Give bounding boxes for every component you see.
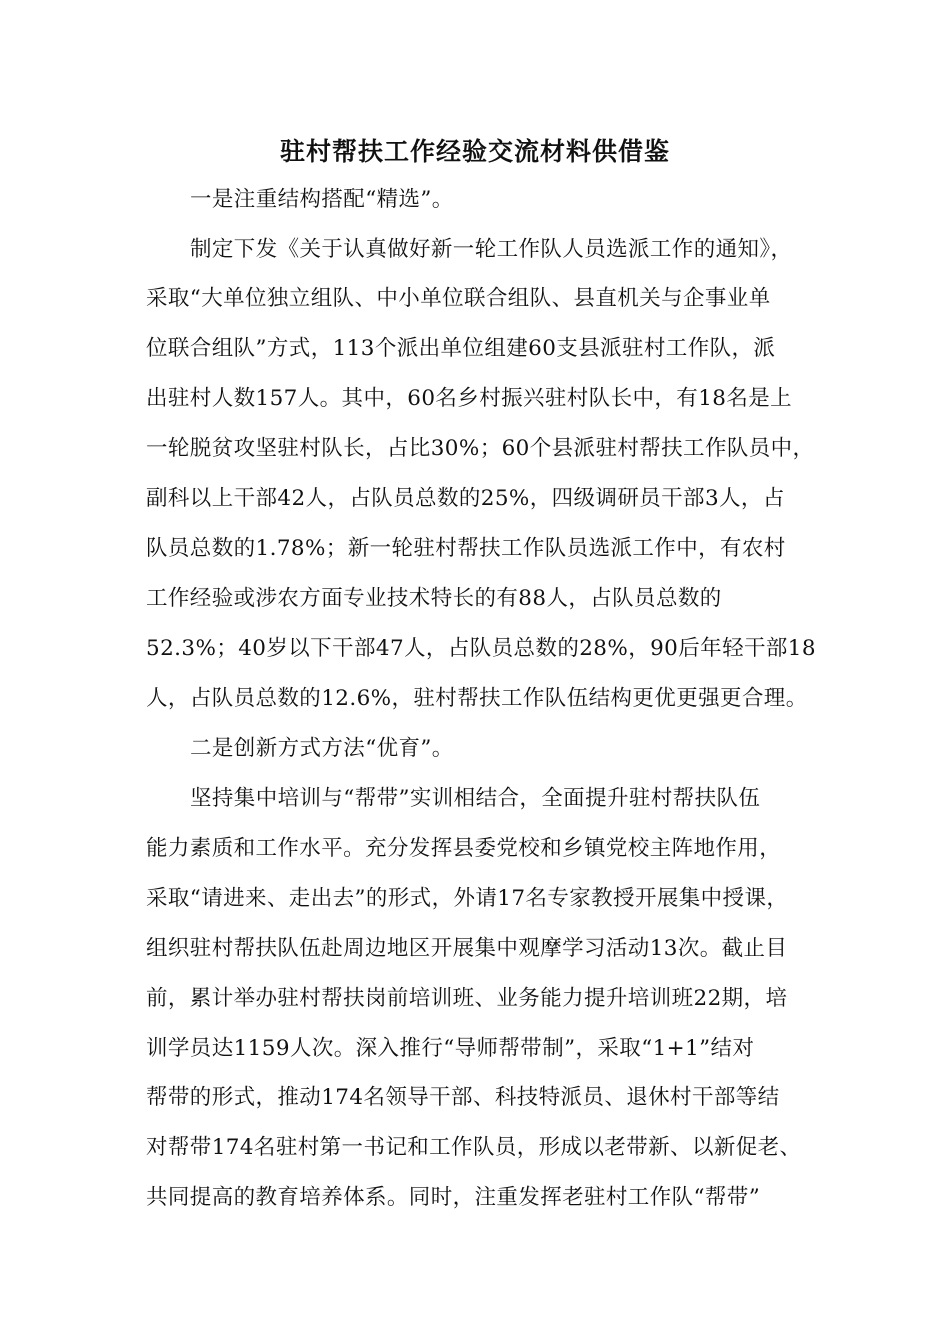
paragraph-line: 52.3%；40岁以下干部47人，占队员总数的28%，90后年轻干部18 <box>146 636 816 661</box>
paragraph-line: 前，累计举办驻村帮扶岗前培训班、业务能力提升培训班22期，培 <box>146 986 788 1011</box>
section-heading-1: 一是注重结构搭配“精选”。 <box>190 187 454 212</box>
paragraph-line: 组织驻村帮扶队伍赴周边地区开展集中观摩学习活动13次。截止目 <box>146 936 788 961</box>
paragraph-line: 人，占队员总数的12.6%，驻村帮扶工作队伍结构更优更强更合理。 <box>146 686 808 711</box>
paragraph-line: 队员总数的1.78%；新一轮驻村帮扶工作队员选派工作中，有农村 <box>146 536 786 561</box>
paragraph-line: 共同提高的教育培养体系。同时，注重发挥老驻村工作队“帮带” <box>146 1185 761 1210</box>
paragraph-line: 采取“请进来、走出去”的形式，外请17名专家教授开展集中授课， <box>146 886 789 911</box>
document-title: 驻村帮扶工作经验交流材料供借鉴 <box>279 137 670 166</box>
section-heading-2: 二是创新方式方法“优育”。 <box>190 736 454 761</box>
paragraph-line: 一轮脱贫攻坚驻村队长，占比30%；60个县派驻村帮扶工作队员中， <box>146 436 815 461</box>
paragraph-line: 采取“大单位独立组队、中小单位联合组队、县直机关与企事业单 <box>146 286 771 311</box>
paragraph-line: 副科以上干部42人，占队员总数的25%，四级调研员干部3人，占 <box>146 486 785 511</box>
paragraph-line: 能力素质和工作水平。充分发挥县委党校和乡镇党校主阵地作用， <box>146 836 782 861</box>
paragraph-line: 制定下发《关于认真做好新一轮工作队人员选派工作的通知》， <box>190 237 793 262</box>
paragraph-line: 出驻村人数157人。其中，60名乡村振兴驻村队长中，有18名是上 <box>146 386 793 411</box>
paragraph-line: 对帮带174名驻村第一书记和工作队员，形成以老带新、以新促老、 <box>146 1135 802 1160</box>
paragraph-line: 工作经验或涉农方面专业技术特长的有88人，占队员总数的 <box>146 586 722 611</box>
paragraph-line: 坚持集中培训与“帮带”实训相结合，全面提升驻村帮扶队伍 <box>190 786 761 811</box>
paragraph-line: 训学员达1159人次。深入推行“导师帮带制”，采取“1+1”结对 <box>146 1036 755 1061</box>
paragraph-line: 帮带的形式，推动174名领导干部、科技特派员、退休村干部等结 <box>146 1085 780 1110</box>
paragraph-line: 位联合组队”方式，113个派出单位组建60支县派驻村工作队，派 <box>146 336 776 361</box>
